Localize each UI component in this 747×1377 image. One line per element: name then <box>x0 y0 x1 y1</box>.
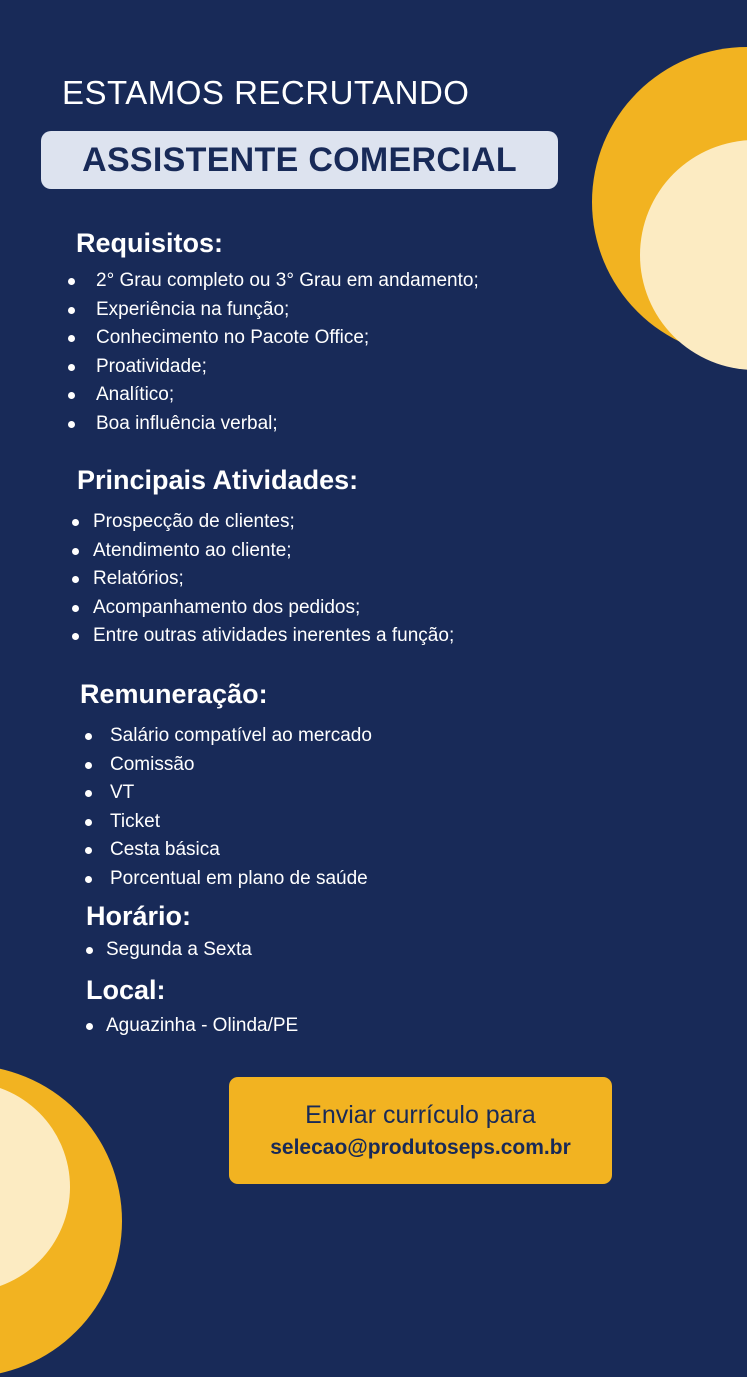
bullet-icon <box>68 392 75 399</box>
bullet-icon <box>68 364 75 371</box>
schedule-section <box>86 899 252 965</box>
bullet-icon <box>85 762 92 769</box>
send-resume-label: Enviar currículo para <box>305 1100 536 1129</box>
list-item <box>85 836 372 865</box>
list-item <box>68 324 479 353</box>
list-item <box>68 267 479 296</box>
location-list <box>86 1012 298 1041</box>
list-item <box>68 410 479 439</box>
list-item-text: Comissão <box>110 753 195 775</box>
list-item <box>85 779 372 808</box>
bullet-icon <box>68 421 75 428</box>
list-item <box>72 565 454 594</box>
list-item-text: Aguazinha - Olinda/PE <box>106 1015 299 1036</box>
activities-section <box>77 463 454 651</box>
list-item-text: Relatórios; <box>93 568 184 589</box>
list-item-text: Proatividade; <box>96 355 207 377</box>
location-section <box>86 973 298 1041</box>
list-item <box>68 353 479 382</box>
schedule-list <box>86 936 252 965</box>
bullet-icon <box>72 633 79 640</box>
compensation-section <box>80 677 372 893</box>
list-item <box>72 508 454 537</box>
bullet-icon <box>85 819 92 826</box>
bullet-icon <box>68 335 75 342</box>
bullet-icon <box>68 307 75 314</box>
list-item <box>68 381 479 410</box>
list-item-text: Segunda a Sexta <box>106 939 252 960</box>
list-item-text: Entre outras atividades inerentes a função; <box>93 625 455 646</box>
recruiting-kicker: ESTAMOS RECRUTANDO <box>62 74 470 111</box>
compensation-heading: Remuneração: <box>80 679 268 709</box>
list-item-text: VT <box>110 782 135 803</box>
list-item-text: Conhecimento no Pacote Office; <box>96 327 370 348</box>
list-item-text: Ticket <box>110 810 160 832</box>
list-item <box>85 865 372 894</box>
list-item-text: Prospecção de clientes; <box>93 511 295 532</box>
list-item-text: Acompanhamento dos pedidos; <box>93 596 361 618</box>
bullet-icon <box>86 947 93 954</box>
bullet-icon <box>72 576 79 583</box>
activities-heading: Principais Atividades: <box>77 465 359 495</box>
send-resume-box <box>229 1077 612 1184</box>
list-item <box>68 296 479 325</box>
job-title: ASSISTENTE COMERCIAL <box>82 140 517 179</box>
bullet-icon <box>86 1023 93 1030</box>
list-item-text: 2° Grau completo ou 3° Grau em andamento; <box>96 270 479 291</box>
bullet-icon <box>85 790 92 797</box>
compensation-list <box>85 722 372 893</box>
list-item-text: Porcentual em plano de saúde <box>110 867 368 889</box>
list-item <box>72 594 454 623</box>
bullet-icon <box>72 605 79 612</box>
list-item-text: Experiência na função; <box>96 298 290 320</box>
list-item <box>85 808 372 837</box>
activities-list <box>72 508 454 651</box>
list-item <box>85 722 372 751</box>
bullet-icon <box>72 519 79 526</box>
bullet-icon <box>85 847 92 854</box>
list-item-text: Analítico; <box>96 384 175 405</box>
list-item <box>72 622 454 651</box>
list-item-text: Atendimento ao cliente; <box>93 539 292 561</box>
requirements-list <box>68 267 479 438</box>
list-item <box>85 751 372 780</box>
bullet-icon <box>72 548 79 555</box>
list-item <box>86 936 252 965</box>
list-item-text: Cesta básica <box>110 839 220 860</box>
contact-email[interactable]: selecao@produtoseps.com.br <box>270 1135 571 1159</box>
bullet-icon <box>68 278 75 285</box>
schedule-heading: Horário: <box>86 901 192 931</box>
location-heading: Local: <box>86 975 166 1005</box>
requirements-section <box>76 226 479 438</box>
requirements-heading: Requisitos: <box>76 228 224 258</box>
job-title-box <box>41 131 558 189</box>
bullet-icon <box>85 876 92 883</box>
list-item <box>72 537 454 566</box>
list-item-text: Salário compatível ao mercado <box>110 725 372 746</box>
list-item <box>86 1012 298 1041</box>
bullet-icon <box>85 733 92 740</box>
list-item-text: Boa influência verbal; <box>96 412 278 434</box>
